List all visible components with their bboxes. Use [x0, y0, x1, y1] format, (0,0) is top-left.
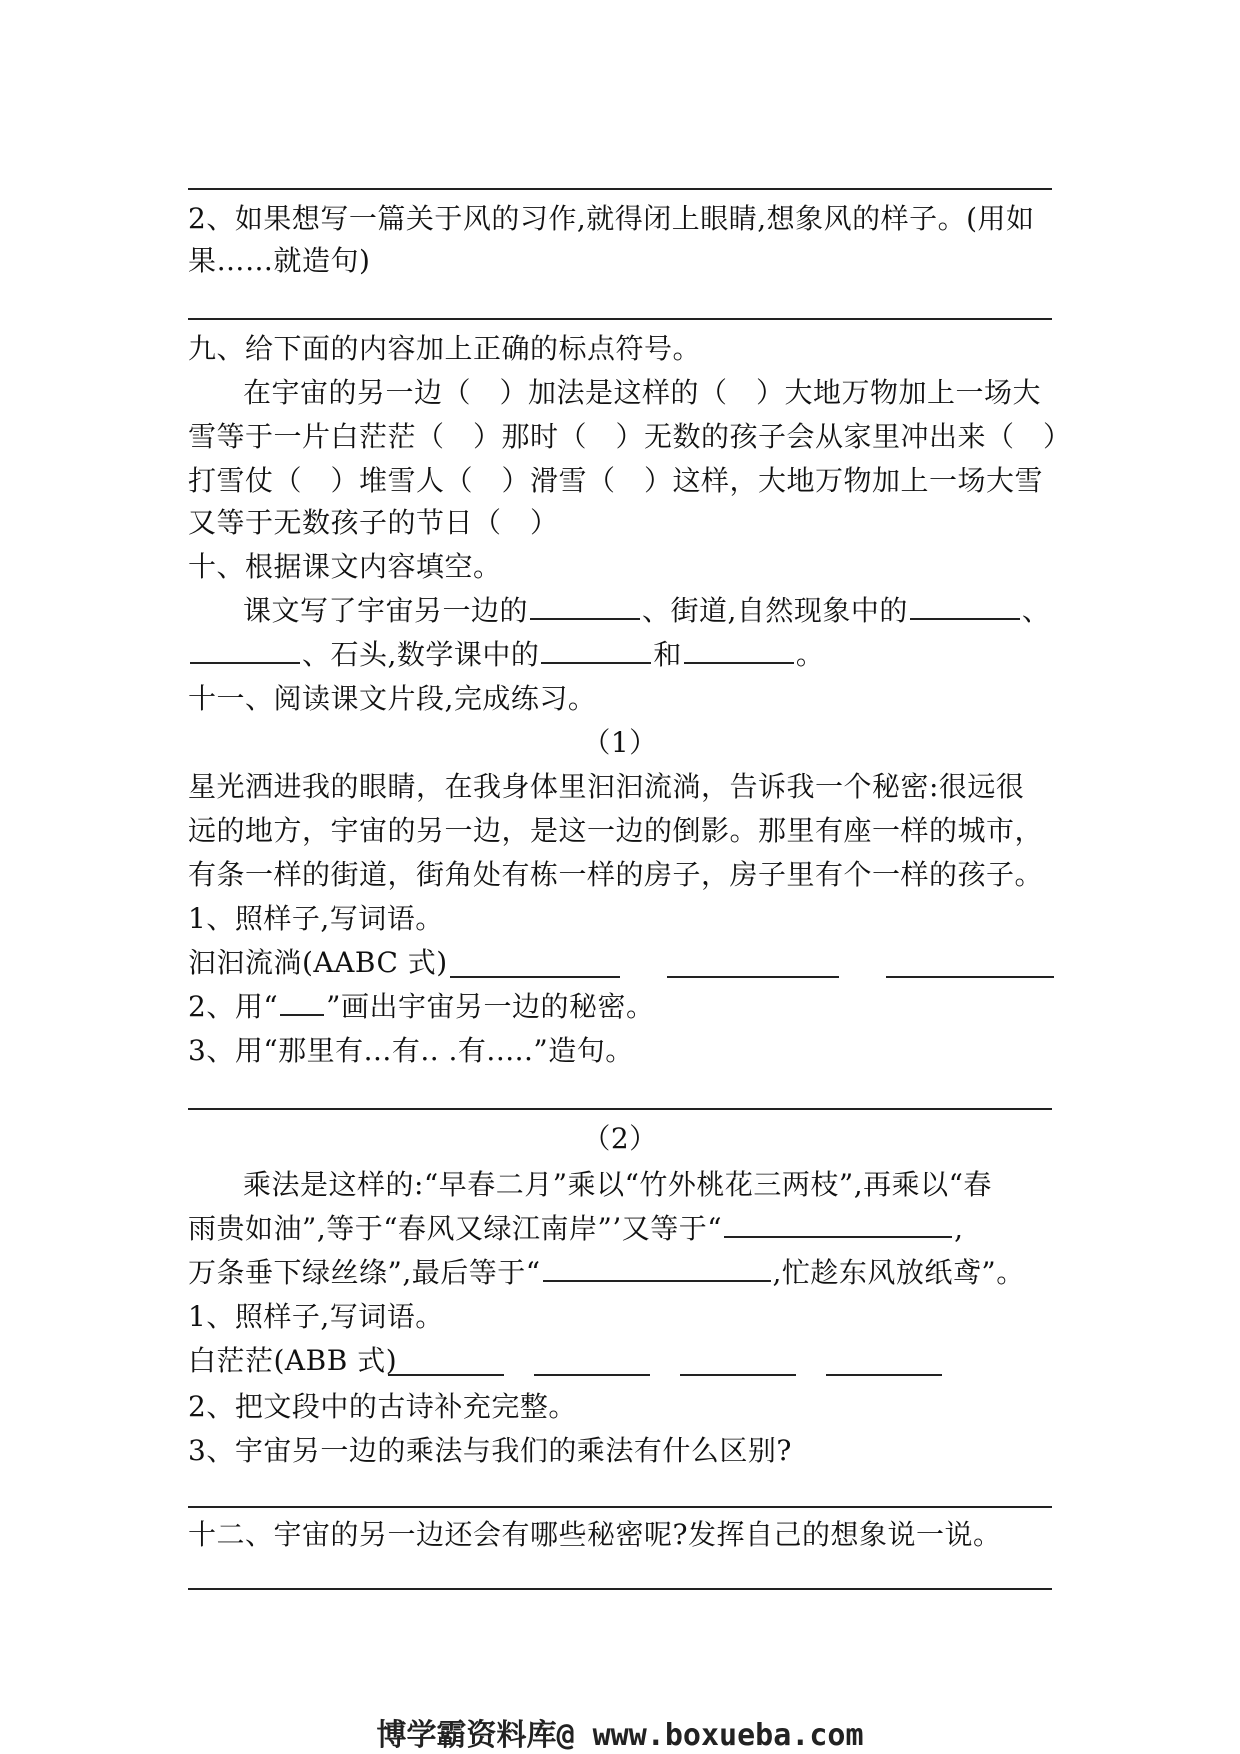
q10-line1 [243, 592, 1050, 630]
q11-p2-line2-text-b: , [954, 1212, 964, 1245]
q10-line1-text-b: 、街道,自然现象中的 [642, 594, 908, 627]
q11-p1-q1-row [188, 944, 448, 982]
q9-line3: 打雪仗（ ）堆雪人（ ）滑雪（ ）这样，大地万物加上一场大雪 [188, 464, 1044, 497]
fill-blank[interactable] [543, 1254, 771, 1282]
q8-item2-line1: 2、如果想写一篇关于风的习作,就得闭上眼睛,想象风的样子。(用如 [188, 202, 1035, 235]
answer-line[interactable] [188, 1506, 1052, 1508]
q11-title: 十一、阅读课文片段,完成练习。 [188, 682, 597, 715]
q9-title: 九、给下面的内容加上正确的标点符号。 [188, 332, 702, 365]
q8-item2-line2: 果……就造句) [188, 244, 371, 277]
q11-p2-q1: 1、照样子,写词语。 [188, 1300, 444, 1333]
q9-line2: 雪等于一片白茫茫（ ）那时（ ）无数的孩子会从家里冲出来（ ） [188, 420, 1072, 453]
answer-line[interactable] [188, 1588, 1052, 1590]
q11-p1-q1: 1、照样子,写词语。 [188, 902, 444, 935]
fill-blank[interactable] [388, 1348, 504, 1376]
q11-part2-heading: （2） [582, 1122, 658, 1155]
q10-line2-text-c: 。 [795, 638, 825, 671]
fill-blank[interactable] [886, 950, 1054, 978]
fill-blank[interactable] [450, 950, 620, 978]
answer-line[interactable] [188, 318, 1052, 320]
fill-blank[interactable] [724, 1210, 952, 1238]
q11-p2-line3-text-b: ,忙趁东风放纸鸢”。 [772, 1256, 1025, 1289]
answer-line[interactable] [188, 188, 1052, 190]
fill-blank[interactable] [910, 592, 1020, 620]
q11-p1-line3: 有条一样的街道，街角处有栋一样的房子，房子里有个一样的孩子。 [188, 858, 1044, 891]
q11-p1-q2 [188, 988, 654, 1026]
underline-mark [280, 988, 324, 1016]
q11-p2-line3 [188, 1254, 1025, 1292]
q11-p1-q2-text-a: 2、用“ [188, 990, 279, 1023]
fill-blank[interactable] [541, 636, 651, 664]
q11-p2-q3: 3、宇宙另一边的乘法与我们的乘法有什么区别? [188, 1434, 792, 1467]
q11-p2-line3-text-a: 万条垂下绿丝绦”,最后等于“ [188, 1256, 541, 1289]
answer-line[interactable] [188, 1108, 1052, 1110]
q11-p2-q2: 2、把文段中的古诗补充完整。 [188, 1390, 577, 1423]
fill-blank[interactable] [667, 950, 839, 978]
q9-line4: 又等于无数孩子的节日（ ） [188, 506, 559, 539]
q10-line2-text-b: 和 [653, 638, 682, 671]
q10-title: 十、根据课文内容填空。 [188, 550, 502, 583]
q11-p2-q1-example: 白茫茫(ABB 式) [188, 1344, 398, 1377]
q10-line2 [188, 636, 824, 674]
q11-p1-q1-example: 汩汩流淌(AABC 式) [188, 946, 448, 979]
fill-blank[interactable] [684, 636, 794, 664]
q11-p2-line2 [188, 1210, 963, 1248]
q12-title: 十二、宇宙的另一边还会有哪些秘密呢?发挥自己的想象说一说。 [188, 1518, 1002, 1551]
footer-watermark: 博学霸资料库@ www.boxueba.com [376, 1718, 864, 1753]
fill-blank[interactable] [680, 1348, 796, 1376]
fill-blank[interactable] [530, 592, 640, 620]
q11-p2-q1-row [188, 1342, 397, 1380]
fill-blank[interactable] [534, 1348, 650, 1376]
q9-line1: 在宇宙的另一边（ ）加法是这样的（ ）大地万物加上一场大 [243, 376, 1042, 409]
q11-part1-heading: （1） [582, 726, 658, 759]
q11-p1-q3: 3、用“那里有...有.. .有.....”造句。 [188, 1034, 634, 1067]
q11-p1-q2-text-b: ”画出宇宙另一边的秘密。 [326, 990, 655, 1023]
q10-line2-text-a: 、石头,数学课中的 [302, 638, 540, 671]
q11-p2-line1: 乘法是这样的:“早春二月”乘以“竹外桃花三两枝”,再乘以“春 [243, 1168, 992, 1201]
q10-line1-text-c: 、 [1021, 594, 1051, 627]
q11-p1-line1: 星光洒进我的眼睛，在我身体里汩汩流淌，告诉我一个秘密:很远很 [188, 770, 1025, 803]
q11-p2-line2-text-a: 雨贵如油”,等于“春风又绿江南岸”’又等于“ [188, 1212, 723, 1245]
q10-line1-text-a: 课文写了宇宙另一边的 [243, 594, 529, 627]
fill-blank[interactable] [826, 1348, 942, 1376]
fill-blank[interactable] [190, 636, 300, 664]
q11-p1-line2: 远的地方，宇宙的另一边，是这一边的倒影。那里有座一样的城市， [188, 814, 1044, 847]
